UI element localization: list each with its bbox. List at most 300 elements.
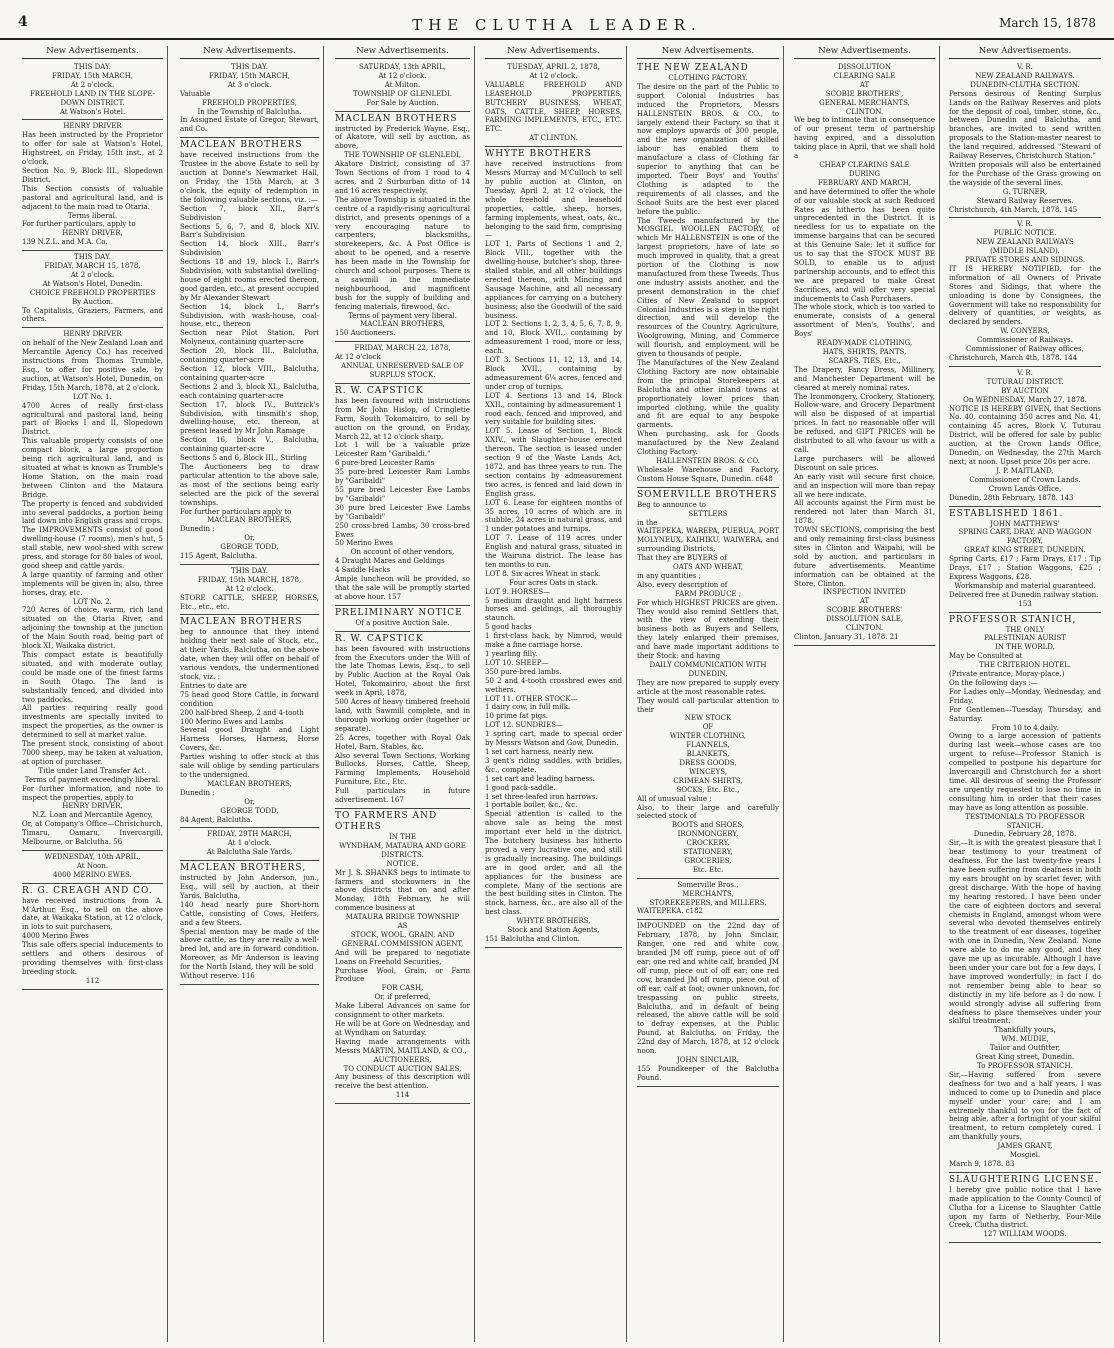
ad-line: STOREKEEPERS, and MILLERS,: [649, 898, 767, 907]
ad-line: STOCK, WOOL, GRAIN, AND: [350, 930, 455, 939]
ad-line: When purchasing, ask for Goods manufactured by the New Zealand Clothing Factory.: [637, 430, 779, 457]
advertisement: [22, 328, 163, 851]
ad-line: SCOBIE BROTHERS',: [825, 89, 904, 98]
ad-line: TOWN SECTIONS, comprising the best and only remaining first-class business sites in Clinton and Waipahi, will be sold by auction, and particulars in future advertisements. Meantime information can be obtained at the Store, Clinton.: [794, 526, 935, 588]
ad-line: 150 Auctioneers.: [335, 329, 396, 338]
column-2: [176, 46, 324, 1342]
ad-line: in the: [637, 518, 658, 527]
ad-line: I hereby give public notice that I have made application to the County Council of Clutha for a License to Slaughter Cattle upon my farm of Netherby, Four-Mile Creek, Clutha district.: [949, 1185, 1101, 1230]
ad-line: BOOTS and SHOES,: [671, 821, 745, 830]
ad-line: (MIDDLE ISLAND).: [990, 247, 1060, 256]
ad-line: LOT 4. Sections 13 and 14, Block XXII., containing by admeasurement 1 rood each, fenced and improved, and very suitable for building sites.: [485, 391, 622, 427]
ad-line: 114: [395, 1091, 410, 1100]
ad-line: A large quantity of farming and other implements will be given in; also, three horses, dray, etc.: [22, 570, 163, 597]
ad-line: has been favoured with instructions from Mr John Hislop, of Cringletie Farm, South Tokomairiro, to sell by auction on the ground, on Friday, March 22, at 12 o'clock sharp,: [335, 396, 470, 441]
ad-line: Owing to a large accession of patients during last week—whose cases are too urgent to refuse—Professor Stanich is compelled to postpone his departure for Invercargill and Christchurch for a short time. All desirous of seeing the Professor are urgently requested to lose no time in consulting him in order that their cases may have as long attention as possible.: [949, 732, 1101, 812]
ad-line: LOT 7. Lease of 119 acres under English and natural grass, situated in the Wairuna district. The lease has ten months to run.: [485, 534, 622, 569]
ad-line: MATAURA BRIDGE TOWNSHIP: [345, 913, 460, 922]
ad-line: On the following days :—: [949, 679, 1038, 687]
ad-line: NOTICE.: [386, 859, 419, 868]
ad-line: MERCHANTS,: [682, 889, 734, 898]
ad-line: WAITEPEKA. c182: [637, 907, 703, 916]
ad-line: Also, to their large and carefully selected stock of: [637, 803, 779, 821]
ad-line: Section 12, block VIII., Balclutha, containing quarter-acre: [180, 365, 319, 382]
advertisement: [22, 61, 163, 120]
advertisement: [949, 507, 1101, 613]
ad-line: WYNDHAM, MATAURA AND GORE DISTRICTS.: [339, 841, 466, 859]
ad-line: 1 spring cart, made to special order by Messrs Watson and Gow, Dunedin.: [485, 730, 622, 748]
advertisement: [335, 809, 470, 1104]
ad-line: LOT 6. Lease for eighteen months of 35 acres, 10 acres of which are in stubble, 24 acres in natural grass, and 1 under potatoes and turnips.: [485, 498, 622, 534]
advertisement: [335, 112, 470, 343]
ad-line: Full particulars in future advertisement. 167: [335, 787, 470, 805]
ad-line: The Ironmongery, Crockery, Stationery, Hollow-ware, and Grocery Department will also be disposed of at impartial prices. In fact no reasonable offer will be refused, and GIFT PRICES will be distributed to all who favour us with a call.: [794, 392, 935, 454]
ad-line: 4 Draught Mares and Geldings: [335, 557, 445, 566]
ad-line: LOT No. 1.: [73, 392, 112, 401]
ad-line: MACLEAN BROTHERS,: [180, 863, 307, 874]
ad-line: And will be prepared to negotiate Loans on Freehold Securities,: [335, 948, 470, 966]
ad-line: Dunedin, 28th February, 1878. 143: [949, 493, 1074, 502]
ad-line: They would call particular attention to their: [637, 696, 779, 714]
ad-line: THE ONLY: [1005, 625, 1045, 634]
ad-line: 1 set three-leafed iron harrows.: [485, 792, 598, 801]
ad-line: Section 7, block XII., Barr's Subdivision: [180, 204, 319, 222]
ad-line: 55 pure bred Leicester Ewe Lambs by "Garibaldi": [335, 485, 470, 503]
ad-line: CRIMEAN SHIRTS,: [673, 776, 743, 785]
ad-line: An early visit will secure first choice, and an inspection will more than repay all we here indicate.: [794, 472, 935, 499]
ad-line: For further particulars, apply to: [22, 220, 136, 229]
ad-line: 50 Merino Ewes: [335, 539, 393, 548]
ad-line: NEW ZEALAND RAILWAYS.: [975, 71, 1075, 80]
ad-line: LOT 9. HORSES—: [485, 587, 550, 596]
ad-line: Four acres Oats in stack.: [509, 578, 598, 587]
ad-line: V. R.: [1017, 63, 1033, 71]
ad-line: 3 gent's riding saddles, with bridles, &c., complete.: [485, 756, 622, 774]
ad-line: TUESDAY, APRIL 2, 1878,: [507, 63, 600, 71]
advertisement: [637, 879, 779, 921]
ad-line: have received instructions from the Trustee in the above Estate to sell by auction at Donne's Newmarket Hall, on Friday, the 15th March, at 3 o'clock, the equity of redemption in the following valuable sections, viz. :—: [180, 151, 319, 204]
advertisement: [485, 61, 622, 147]
ad-line: Terms of payment very liberal.: [348, 311, 457, 320]
ad-line: Christchurch, March 4th, 1878. 144: [949, 354, 1078, 362]
advertisement: [180, 828, 319, 861]
ad-line: Terms liberal.: [67, 211, 118, 220]
ad-line: LOT 3. Sections 11, 12, 13, and 14, Block XVII., containing by admeasurement 6¼ acres, fenced and under crop of turnips.: [485, 356, 622, 391]
column-1: [18, 46, 168, 1342]
ad-line: 200 half-bred Sheep, 2 and 4-tooth: [180, 708, 304, 717]
ad-line: Mosgiel.: [1009, 1151, 1041, 1160]
ad-line: SCOBIE BROTHERS': [826, 606, 903, 615]
ad-line: 84 Agent, Balclutha.: [180, 815, 253, 824]
ad-line: CLINTON.: [845, 107, 884, 116]
ad-line: 500 Acres of heavy timbered freehold land, with Sawmill complete, and in thorough working order (together or separate).: [335, 698, 470, 733]
advertisement: [180, 61, 319, 138]
advertisement: [949, 218, 1101, 367]
advertisement: [335, 61, 470, 112]
ad-line: Valuable: [180, 89, 211, 98]
ad-line: AUCTIONEERS,: [373, 1055, 432, 1064]
ad-line: SCARFS, TIES, Etc.,: [828, 356, 901, 365]
ad-line: NEW ZEALAND RAILWAYS: [976, 238, 1074, 247]
ad-line: 1 yearling filly.: [485, 650, 538, 658]
ad-line: Stock and Station Agents,: [507, 926, 600, 935]
masthead: [0, 0, 1114, 40]
ad-line: SPRING CART, DRAY, AND WAGGON FACTORY,: [958, 528, 1092, 546]
advertisement: [637, 61, 779, 488]
ad-line: WHYTE BROTHERS: [485, 149, 592, 160]
ad-line: From 10 to 4 daily.: [991, 723, 1059, 732]
ad-line: At Balclutha Sale Yards,: [206, 848, 293, 857]
ad-line: instructed by Frederick Wayne, Esq., of Akatore, will sell by auction, as above,: [335, 124, 470, 151]
ad-line: GEORGE TODD,: [220, 543, 279, 552]
ad-line: 250 cross-bred Lambs, 30 cross-bred Ewes: [335, 521, 470, 539]
ad-line: CHOICE FREEHOLD PROPERTIES: [29, 288, 156, 297]
ad-line: The above Township is situated in the centre of a rapidly-rising agricultural district, and presents openings of a very encouraging nature to carpenters, blacksmiths, storekeepers, &c. A Post Office is about to be opened, and a reserve has been made in the Township for church and school purposes. There is a sawmill in the immediate neighbourhood, and magnificent bush for the supply of building and fencing materials, firewood, &c.: [335, 195, 470, 311]
ad-line: LOT 5. Lease of Section 1, Block XXIV., with Slaughter-house erected thereon. The section is leased under section 9 of the Waste Lands Act, 1872, and has three years to run. The section contains by admeasurement two acres, is fenced and laid down in English grass.: [485, 427, 622, 498]
ad-line: have received instructions from A. M'Arthur, Esq., to sell on the above date, at Waikaka Station, at 12 o'clock, in lots to suit purchasers,: [22, 896, 163, 932]
ad-line: JAMES GRANT,: [997, 1142, 1053, 1151]
ad-line: STATIONERY,: [683, 848, 733, 857]
ad-line: Entries to date are: [180, 681, 247, 690]
ad-line: Etc. Etc.: [692, 865, 724, 874]
ad-line: Make Liberal Advances on same for consignment to other markets.: [335, 1002, 470, 1020]
ad-line: Crown Lands Office,: [988, 484, 1062, 493]
ad-line: FARM PRODUCE ;: [674, 589, 742, 598]
ad-line: 1 good pack-saddle.: [485, 783, 556, 792]
ad-line: Section 14, block I., Barr's Subdivision, with wash-house, coal-house, etc., thereon: [180, 302, 319, 329]
ad-line: Section 20, block III., Balclutha, containing quarter-acre: [180, 347, 319, 365]
ad-line: 35 pure-bred Leicester Ram Lambs by "Garibaldi": [335, 468, 470, 486]
ad-line: CLOTHING FACTORY.: [668, 74, 748, 82]
ad-line: TESTIMONIALS TO PROFESSOR STANICH.: [965, 812, 1085, 830]
ad-line: (Private entrance, Moray-place.): [949, 670, 1065, 679]
ad-line: DAILY COMMUNICATION WITH DUNEDIN,: [649, 661, 767, 678]
ad-line: MACLEAN BROTHERS: [335, 113, 458, 124]
ad-line: LOT 12. SUNDRIES—: [485, 721, 564, 730]
ad-line: TO CONDUCT AUCTION SALES,: [343, 1064, 462, 1073]
ad-line: This sale offers special inducements to settlers and others desirous of providing themselves with first-class breeding stock.: [22, 941, 163, 976]
advertisement: [949, 61, 1101, 218]
ad-line: THIS DAY.: [74, 63, 111, 71]
ad-line: SATURDAY, 13th APRIL,: [359, 63, 446, 71]
ad-line: AT: [859, 597, 870, 606]
ad-line: HATS, SHIRTS, PANTS,: [822, 348, 907, 356]
ad-line: CLEARING SALE: [833, 71, 896, 80]
ad-line: W. CONYERS,: [1000, 327, 1050, 336]
ad-line: Large purchasers will be allowed Discount on sale prices.: [794, 454, 935, 472]
advertisement: [949, 1173, 1101, 1243]
column-heading: New Advertisements.: [180, 46, 319, 59]
ad-line: AT: [859, 80, 870, 89]
ad-line: THE CRITERION HOTEL.: [979, 661, 1071, 670]
ad-line: All accounts against the Firm must be rendered not later than March 31, 1878.: [794, 499, 935, 526]
ad-line: For further information, and note to inspect the properties, apply to: [22, 784, 163, 802]
ad-line: Commissioner of Crown Lands.: [969, 475, 1081, 484]
column-heading: New Advertisements.: [22, 46, 163, 59]
ad-line: IT IS HEREBY NOTIFIED, for the information of all Owners of Private Stores and Sidings, that where the unloading is done by Consignees, the Government will take no responsibility for delivery of quantities, or weights, as declared by senders.: [949, 264, 1101, 327]
ad-line: WINTER CLOTHING,: [669, 732, 747, 741]
ad-line: MACLEAN BROTHERS: [180, 617, 303, 628]
ad-line: Great King street, Dunedin.: [975, 1053, 1075, 1062]
ad-line: At 12 o'clock.: [225, 584, 274, 593]
ad-line: FRIDAY, 15th MARCH, 1878,: [197, 575, 302, 584]
ad-line: DUNEDIN-CLUTHA SECTION.: [970, 80, 1080, 89]
ad-line: and have determined to offer the whole of our valuable stock at such Reduced Rates as hitherto has been quite unprecedented in the District. It is needless for us to expatiate on the immense bargains that can be secured at this Genuine Sale; let it suffice for us to say that the STOCK MUST BE SOLD, to enable us to adjust partnership accounts, and to effect this we are prepared to make Great Sacrifices, and will offer very special inducements to Cash Purchasers.: [794, 187, 935, 303]
ad-line: MACLEAN BROTHERS: [180, 140, 303, 151]
ad-line: ESTABLISHED 1861.: [949, 508, 1064, 519]
advertisement: [637, 488, 779, 879]
ad-line: At 12 o'clock.: [378, 71, 427, 80]
ad-line: 151 Balclutha and Clinton.: [485, 935, 581, 943]
ad-line: instructed by John Anderson, jun., Esq., will sell by auction, at their Yards, Balclutha,: [180, 874, 319, 900]
ad-line: 1 set cart and leading harness.: [485, 774, 595, 783]
ad-line: Sections 2 and 3, block XI., Balclutha, each containing quarter-acre: [180, 382, 319, 400]
ad-line: Thankfully yours,: [994, 1026, 1056, 1035]
ad-line: THE TOWNSHIP OF GLENLEDI,: [343, 151, 462, 160]
ad-line: FRIDAY, MARCH 15, 1878,: [44, 262, 141, 271]
column-4: [481, 46, 627, 1342]
ad-line: Sections 5, 6, 7, and 8, block XIV. Barr's Subdivision: [180, 222, 319, 240]
ad-line: Persons desirous of Renting Surplus Lands on the Railway Reserves and plots for the deposit of coal, timber, stone, &c., between Dunedin and Balclutha, and branches, are invited to send written proposals to the Station-master nearest to the land required, addressed "Steward of Railway Reserves, Christchurch Station.": [949, 89, 1101, 161]
advertisement: [180, 138, 319, 565]
ad-line: FLANNELS,: [686, 741, 730, 750]
ad-line: READY-MADE CLOTHING,: [816, 339, 913, 348]
column-6: [790, 46, 940, 1342]
ad-line: 30 pure bred Leicester Ewe Lambs by "Garibaldi": [335, 503, 470, 521]
ad-line: GEORGE TODD,: [220, 806, 279, 815]
ad-line: R. W. CAPSTICK: [335, 633, 424, 644]
ad-line: V. R.: [1017, 368, 1033, 377]
ad-line: Sir,—It is with the greatest pleasure that I bear testimony to your treatment of deafness. For the last twenty-five years I have been suffering from deafness in both my ears brought on by scarlet fever, with great discharge. With the hope of having my hearing restored, I have been under the care of eighteen doctors and several chemists in England, amongst whom were several who devoted themselves entirely to the treatment of ear diseases, together with one in Dunedin, New Zealand. None were able to do me any good, and they gave me up as incurable. Although I have been under your care but for a few days, I have improved wonderfully; in fact I do not remember being able to hear so distinctly in my life before as I do now. I would strongly advise all suffering from deafness to place themselves under your skilful treatment.: [949, 839, 1101, 1026]
ad-line: beg to announce that they intend holding their next sale of Stock, etc., at their Yards, Balclutha, on the above date, when they will offer on behalf of various vendors, the undermentioned stock, viz. :: [180, 628, 319, 681]
ad-line: Christchurch, 4th March, 1878. 145: [949, 205, 1078, 214]
ad-line: NEW STOCK: [684, 714, 732, 723]
ad-line: Special mention may be made of the above cattle, as they are really a well-bred lot, and are in forward condition. Moreover, as Mr Anderson is leaving for the North Island, they will be sold: [180, 927, 319, 972]
ad-line: Section 14, block XIII., Barr's Subdivision: [180, 240, 319, 258]
ad-line: At Watson's Hotel, Dunedin.: [42, 279, 143, 288]
ad-line: CHEAP CLEARING SALE: [819, 160, 910, 169]
ad-line: 350 pure-bred lambs.: [485, 667, 562, 676]
ad-line: Title under Land Transfer Act.: [38, 766, 147, 775]
ad-line: This valuable property consists of one compact block, a large proportion being rich agricultural land, and is situated at what is known as Trumble's Home Station, on the main road between Clinton and the Mataura Bridge.: [22, 437, 163, 499]
column-heading: New Advertisements.: [949, 46, 1101, 59]
ad-line: FRIDAY, MARCH 22, 1878,: [354, 344, 451, 353]
ad-line: LOT 1. Parts of Sections 1 and 2, Block VIII., together with the dwelling-house, butcher's shop, three-stalled stable, and all other buildings erected thereon, with Mincing and Sausage Machine, and all necessary appliances for carrying on a butchery business; also the Goodwill of the said business.: [485, 240, 622, 320]
ad-line: Dunedin ;: [180, 788, 215, 797]
ad-line: DISSOLUTION SALE,: [825, 615, 904, 624]
ad-line: To PROFESSOR STANICH.: [977, 1061, 1073, 1070]
ad-line: MACLEAN BROTHERS,: [360, 320, 445, 329]
ad-line: 25 Acres, together with Royal Oak Hotel, Barn, Stables, &c.: [335, 733, 470, 751]
ad-line: 1 portable boiler, &c., &c.: [485, 801, 578, 810]
ad-line: TUTURAU DISTRICT.: [986, 377, 1064, 386]
ad-line: FRIDAY, 15th MARCH,: [51, 71, 134, 80]
ad-line: May be Consulted at: [949, 652, 1023, 661]
ad-line: THIS DAY.: [231, 63, 268, 71]
ad-line: The whole stock, which is too varied to enumerate, consists of a general assortment of Men's, Youths', and Boys': [794, 303, 935, 339]
ad-line: Commissioner of Railways.: [977, 336, 1073, 345]
column-7: [945, 46, 1105, 1342]
advertisement: [22, 884, 163, 990]
ad-line: WM. MUDIE,: [1001, 1035, 1049, 1044]
ad-line: J. P. MAITLAND,: [996, 466, 1054, 475]
ad-line: Or, at Company's Office—Christchurch, Timaru, Oamaru, Invercargill, Melbourne, or Balclutha. 56: [22, 820, 163, 847]
ad-line: BY AUCTION: [1001, 386, 1049, 395]
ad-line: March 9, 1878. 83: [949, 1159, 1015, 1168]
ad-line: LOT 11. OTHER STOCK—: [485, 694, 578, 703]
ad-line: FREEHOLD LAND IN THE SLOPE-DOWN DISTRICT.: [29, 89, 156, 107]
ad-line: SLAUGHTERING LICENSE.: [949, 1174, 1099, 1185]
ad-line: 100 Merino Ewes and Lambs: [180, 717, 284, 726]
ad-line: MACLEAN BROTHERS,: [207, 516, 292, 525]
ad-line: GENERAL MERCHANTS,: [819, 98, 910, 107]
ad-line: THIS DAY.: [74, 253, 111, 262]
ad-line: IMPOUNDED on the 22nd day of February, 1878, by John Sinclair, Ranger, one red and white cow, branded JM off rump, piece out of off ear; one red and white calf, branded JM off rump, piece out of off ear; one red cow, branded JM off rump, piece out of off ear, calf at foot; owner unknown, for trespassing on public streets, Balclutha, and in default of being released, the above cattle will be sold to defray expenses, at the Public Pound, at Balclutha, on Friday, the 22nd day of March, 1878, at 12 o'clock noon.: [637, 922, 779, 1056]
ad-line: NOTICE IS HEREBY GIVEN, that Sections No. 40, containing 350 acres and No. 41, containing 45 acres, Block V, Tuturau District, will be offered for sale by public auction, at the Crown Lands Office, Dunedin, on Wednesday, the 27th March next, at noon. Upset price 20s per acre.: [949, 404, 1101, 466]
newspaper-title: THE CLUTHA LEADER.: [412, 16, 702, 34]
ad-line: GENERAL COMMISSION AGENT,: [341, 939, 464, 948]
ad-line: Section 17, block IV., Buttrick's Subdivision, with tinsmith's shop, dwelling-house, etc. thereon, at present leased by Mr John Ramage: [180, 400, 319, 436]
ad-line: Section near Pilot Station, Port Molyneux, containing quarter-acre: [180, 329, 319, 347]
ad-line: PROFESSOR STANICH,: [949, 614, 1077, 625]
ad-line: WEDNESDAY, 10th APRIL,: [44, 852, 141, 861]
ad-line: 127 WILLIAM WOODS.: [983, 1230, 1067, 1239]
ad-line: The Manufactures of the New Zealand Clothing Factory are now obtainable from the principal Storekeepers at Balclutha and other inland towns at proportionately lower prices than imported clothing, while the quality and fit are equal to any bespoke garments.: [637, 359, 779, 430]
ad-line: 1 dairy cow, in full milk.: [485, 703, 571, 712]
ad-line: Section No. 9, Block III., Slopedown District.: [22, 166, 163, 184]
ad-line: TOWNSHIP OF GLENLEDI.: [353, 89, 452, 98]
ad-line: Also, every description of: [637, 580, 728, 589]
ad-line: has been favoured with instructions from the Executors under the Will of the late Thomas Lewis, Esq., to sell by Public Auction at the Royal Oak Hotel, Tokomairiro, about the first week in April, 1878,: [335, 644, 470, 698]
ad-line: Parties wishing to offer stock at this sale will oblige by sending particulars to the undersigned.: [180, 753, 319, 779]
ad-line: in any quantities ;: [637, 571, 701, 580]
ad-line: The present stock, consisting of about 7000 sheep, may be taken at valuation, at option of purchaser.: [22, 740, 163, 766]
advertisement: [637, 920, 779, 1086]
ad-line: Sections 18 and 19, block I., Barr's Subdivision, with substantial dwelling-house of eight rooms erected thereon, good garden, etc., at present occupied by Mr Alexander Stewart: [180, 258, 319, 302]
ad-line: CROCKERY,: [686, 839, 730, 848]
ad-line: SOCKS, Etc. Etc.,: [676, 785, 740, 794]
ad-line: IRONMONGERY,: [677, 830, 739, 839]
ad-line: DISSOLUTION: [837, 63, 892, 71]
ad-line: Lot 1 will be a valuable prize Leicester Ram "Garibaldi.": [335, 441, 470, 459]
ad-line: 4000 Merino Ewes: [22, 932, 89, 941]
ad-line: Ample luncheon will be provided, so that the sale will be promptly started at above hour. 157: [335, 575, 470, 601]
page-number: 4: [18, 14, 28, 30]
ad-line: For Gentlemen—Tuesday, Thursday, and Saturday.: [949, 705, 1101, 723]
ad-line: GROCERIES,: [684, 856, 732, 865]
ad-line: 155 Poundkeeper of the Balclutha Pound.: [637, 1064, 779, 1082]
advertisement: [949, 613, 1101, 1173]
column-heading: New Advertisements.: [485, 46, 622, 59]
ad-line: At 2 o'clock.: [70, 80, 115, 89]
ad-line: Spring Carts, £17 ; Farm Drays, £17 ; Tip Drays, £17 ; Station Waggons, £25 ; Express Waggons, £28.: [949, 555, 1101, 581]
ad-line: They would also remind Settlers that, with the view of extending their business both as Buyers and Sellers, they lately enlarged their premises, and have made important additions to their Stock; and having: [637, 607, 779, 661]
ad-line: ANNUAL UNRESERVED SALE OF SURPLUS STOCK.: [341, 362, 464, 379]
ad-line: On WEDNESDAY, March 27, 1878.: [963, 395, 1087, 404]
ad-line: FRIDAY, 29TH MARCH,: [207, 830, 292, 839]
ad-line: This Section consists of valuable pastoral and agricultural land, and is adjacent to the main road to Otaria.: [22, 184, 163, 211]
ad-line: Terms of payment exceedingly liberal.: [24, 775, 161, 784]
ad-line: JOHN SINCLAIR,: [676, 1055, 739, 1064]
ad-line: The Auctioneers beg to draw particular attention to the above sale, as most of the sections being early selected are the pick of the several townships.: [180, 462, 319, 507]
ad-line: FOR CASH,: [381, 984, 424, 993]
ad-line: AT CLINTON.: [529, 134, 578, 143]
ad-line: LOT 10. SHEEP—: [485, 658, 549, 667]
ad-line: Tailor and Outfitter,: [989, 1044, 1061, 1053]
ad-line: 139 N.Z.L. and M.A. Co.: [22, 238, 108, 247]
ad-line: IN THE: [389, 832, 416, 841]
ad-line: 4 Saddle Hacks: [335, 566, 391, 575]
ad-line: 1 set cart harness, nearly new.: [485, 747, 594, 756]
ad-line: 140 head nearly pure Short-horn Cattle, consisting of Cows, Heifers, and a few Steers.: [180, 900, 319, 927]
ad-line: Special attention is called to the above sale as being the most important ever held in the district. The butchery business has hitherto proved a very lucrative one, and still is gradually increasing. The buildings are in good order, and all the appliances for the business are complete. Many of the sections are the best building sites in Clinton. The stock, harness, &c., are also all of the best class.: [485, 810, 622, 917]
column-heading: New Advertisements.: [637, 46, 779, 59]
column-3: [331, 46, 475, 1342]
advertisement: [22, 120, 163, 251]
ad-line: The Tweeds manufactured by the MOSGIEL WOOLLEN FACTORY, of which Mr HALLENSTEIN is one of the largest proprietors, have of late so much improved in quality, that a great portion of the Clothing is now manufactured from these Tweeds. Thus one industry assists another, and the present demonstration in the chief Cities of New Zealand to support Colonial Industries is a step in the right direction, and will develop the resources of the Country. Agriculture, Woolgrowing, Mining, and Commerce will flourish, and employment will be given to thousands of people.: [637, 216, 779, 359]
ad-line: MACLEAN BROTHERS,: [207, 779, 292, 788]
ad-line: Akatore District, consisting of 37 Town Sections of from 1 rood to 4 acres, and 2 Surburban ditto of 14 and 16 acres respectively.: [335, 160, 470, 195]
advertisement: [949, 367, 1101, 507]
ad-line: FREEHOLD PROPERTIES,: [202, 98, 297, 107]
ad-line: Or, if preferred,: [374, 993, 431, 1002]
ad-line: Mr J. S. SHANKS begs to intimate to farmers and stockowners in the above districts that on and after Monday, 18th February, he will commence business at: [335, 868, 470, 913]
ad-line: 10 prime fat pigs.: [485, 712, 549, 721]
ad-line: Sections 5 and 6, Block III., Stirling: [180, 454, 308, 463]
ad-line: At 12 o'clock.: [529, 71, 578, 80]
ad-line: DRESS GOODS,: [679, 758, 737, 767]
advertisement: [335, 632, 470, 809]
ad-line: That they are BUYERS of: [637, 554, 727, 563]
ad-line: HENRY DRIVER,: [62, 802, 123, 811]
ad-line: PRIVATE STORES AND SIDINGS.: [964, 256, 1086, 265]
ad-line: Any business of this description will receive the best attention.: [335, 1073, 470, 1091]
ad-line: SOMERVILLE BROTHERS: [637, 489, 778, 500]
advertisement: [180, 615, 319, 828]
ad-line: V. R.: [1017, 220, 1033, 229]
ad-line: WHYTE BROTHERS,: [516, 917, 591, 926]
column-heading: New Advertisements.: [794, 46, 935, 59]
ad-line: 720 Acres of choice, warm, rich land situated on the Otaria River, and adjoining the township at the junction of the Main South road, being part of block XI, Waikaka district.: [22, 606, 163, 651]
ad-line: For which HIGHEST PRICES are given.: [637, 598, 778, 607]
ad-line: STORE CATTLE, SHEEP, HORSES, Etc., etc., etc.: [180, 593, 319, 611]
advertisement: [335, 384, 470, 606]
ad-line: Having made arrangements with Messrs MARTIN, MAITLAND, & CO.,: [335, 1037, 470, 1055]
ad-line: 4000 MERINO EWES.: [53, 870, 132, 879]
ad-line: The property is fenced and subdivided into several paddocks, a portion being laid down into English grass and crops.: [22, 499, 163, 526]
ad-line: At Milton.: [384, 80, 421, 89]
ad-line: Also several Town Sections, Working Bullocks, Horses, Cattle, Sheep, Farming Implements, Household Furniture, Etc., Etc.: [335, 751, 470, 787]
ad-line: The Drapery, Fancy Dress, Millinery, and Manchester Department will be cleared at merely nominal rates.: [794, 365, 935, 392]
ad-line: They are now prepared to supply every article at the most reasonable rates.: [637, 678, 779, 696]
ad-line: Purchase Wool, Grain, or Farm Produce: [335, 966, 470, 984]
ad-line: LOT 2. Sections 1, 2, 3, 4, 5, 6, 7, 8, 9, and 10, Block XVII., containing by admeasurement 1 rood, more or less, each.: [485, 320, 622, 356]
ad-line: 112: [85, 976, 100, 985]
ad-line: Has been instructed by the Proprietor to offer for sale at Watson's Hotel, Highstreet, on Friday, 15th inst., at 2 o'clock,: [22, 131, 163, 167]
ad-line: PALESTINIAN AURIST: [984, 634, 1066, 643]
ad-line: All of unusual value ;: [637, 794, 712, 803]
advertisement: [22, 251, 163, 328]
ad-line: Somerville Bros.,: [677, 880, 739, 889]
ad-line: BLANKETS,: [686, 750, 730, 759]
ad-line: 4700 Acres of really first-class agricultural and pastoral land, being part of Blocks I and II, Slopedown District.: [22, 401, 163, 437]
ad-line: DURING: [848, 169, 881, 178]
ad-line: VALUABLE FREEHOLD AND LEASEHOLD PROPERTIES, BUTCHERY BUSINESS, WHEAT, OATS, CATTLE, SHEEP, HORSES, FARMING IMPLEMENTS, ETC., ETC. ETC.: [485, 80, 622, 134]
ad-line: At 12 o'clock: [335, 353, 381, 362]
column-5: [633, 46, 784, 1342]
ad-line: 115 Agent, Balclutha.: [180, 552, 257, 561]
ad-line: Dunedin, February 28, 1878.: [973, 830, 1077, 839]
